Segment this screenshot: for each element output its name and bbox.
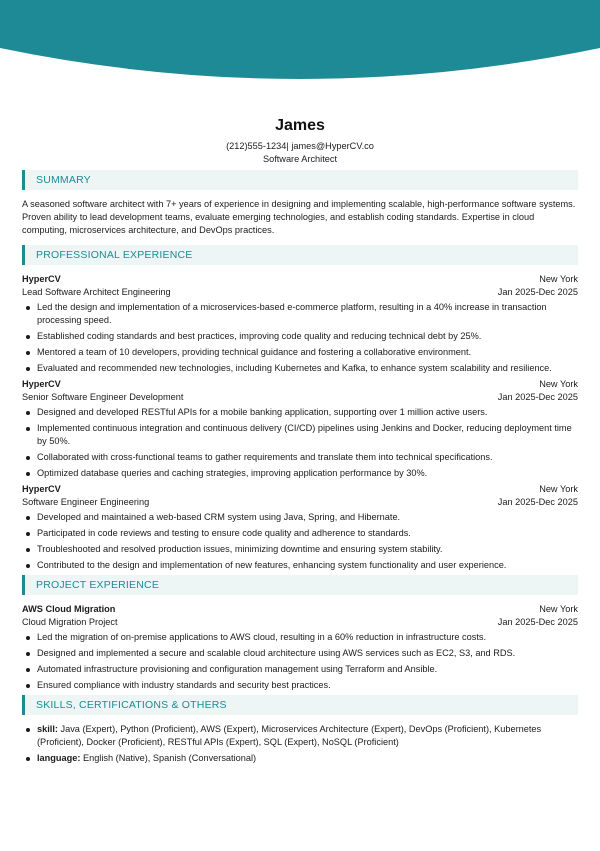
entry-dates: Jan 2025-Dec 2025 <box>497 287 578 297</box>
entry-dates: Jan 2025-Dec 2025 <box>497 392 578 402</box>
bullet-list <box>22 631 578 692</box>
entry-location: New York <box>539 274 578 284</box>
bullet-item: Automated infrastructure provisioning and configuration management using Terraform and Ansible. <box>22 663 578 676</box>
entry-location: New York <box>539 379 578 389</box>
experience-entry <box>22 483 578 572</box>
section-title: SUMMARY <box>36 174 91 186</box>
skills-section <box>22 695 578 765</box>
bullet-item: Collaborated with cross-functional teams to gather requirements and translate them into technical specifications. <box>22 451 578 464</box>
phone-number: (212)555-1234 <box>226 141 287 151</box>
contact-line <box>0 140 600 153</box>
entry-header <box>22 603 578 616</box>
bullet-item: Designed and implemented a secure and scalable cloud architecture using AWS services such as EC2, S3, and RDS. <box>22 647 578 660</box>
bullet-item: Mentored a team of 10 developers, providing technical guidance and fostering a collaborative environment. <box>22 346 578 359</box>
company-name: HyperCV <box>22 274 61 284</box>
language-text: English (Native), Spanish (Conversational) <box>82 753 257 763</box>
entry-role: Cloud Migration Project <box>22 617 118 627</box>
project-entry <box>22 603 578 692</box>
experience-section <box>22 245 578 572</box>
skills-list <box>22 723 578 765</box>
entry-location: New York <box>539 484 578 494</box>
language-label: language: <box>37 753 81 763</box>
company-name: HyperCV <box>22 484 61 494</box>
bullet-item: Optimized database queries and caching strategies, improving application performance by 30%. <box>22 467 578 480</box>
resume-body <box>22 170 578 768</box>
bullet-item: Designed and developed RESTful APIs for a mobile banking application, supporting over 1 million active users. <box>22 406 578 419</box>
entry-subheader <box>22 496 578 509</box>
candidate-name: James <box>275 117 325 134</box>
company-name: HyperCV <box>22 379 61 389</box>
bullet-item: Developed and maintained a web-based CRM system using Java, Spring, and Hibernate. <box>22 511 578 524</box>
bullet-item: Implemented continuous integration and continuous delivery (CI/CD) pipelines using Jenkins and Docker, reducing deployment time by 50%. <box>22 422 578 448</box>
bullet-item: Evaluated and recommended new technologies, including Kubernetes and Kafka, to enhance system scalability and resilience. <box>22 362 578 375</box>
contact-separator: | <box>286 141 289 151</box>
bullet-item: Participated in code reviews and testing to ensure code quality and adherence to standards. <box>22 527 578 540</box>
email-address[interactable]: james@HyperCV.co <box>291 141 374 151</box>
bullet-list <box>22 301 578 375</box>
summary-section <box>22 170 578 237</box>
bullet-item: Led the design and implementation of a microservices-based e-commerce platform, resulting in a 40% increase in transaction processing speed. <box>22 301 578 327</box>
bullet-item: Ensured compliance with industry standards and security best practices. <box>22 679 578 692</box>
entry-role: Software Engineer Engineering <box>22 497 150 507</box>
bullet-list <box>22 511 578 572</box>
projects-section <box>22 575 578 692</box>
entry-role: Senior Software Engineer Development <box>22 392 184 402</box>
entry-header <box>22 378 578 391</box>
bullet-item: Established coding standards and best practices, improving code quality and reducing technical debt by 25%. <box>22 330 578 343</box>
entry-dates: Jan 2025-Dec 2025 <box>497 617 578 627</box>
experience-heading <box>22 245 578 265</box>
bullet-item: Led the migration of on-premise applications to AWS cloud, resulting in a 60% reduction in infrastructure costs. <box>22 631 578 644</box>
entry-subheader <box>22 286 578 299</box>
summary-text: A seasoned software architect with 7+ years of experience in designing and implementing scalable, high-performance software systems. Proven ability to lead development teams, evaluate emerging technologies, and establish coding standards. Expertise in cloud computing, microservices architecture, and DevOps practices. <box>22 199 576 235</box>
bullet-list <box>22 406 578 480</box>
language-item <box>22 752 578 765</box>
entry-subheader <box>22 616 578 629</box>
entry-header <box>22 483 578 496</box>
skill-item <box>22 723 578 749</box>
summary-heading <box>22 170 578 190</box>
section-title: PROFESSIONAL EXPERIENCE <box>36 249 193 261</box>
section-title: SKILLS, CERTIFICATIONS & OTHERS <box>36 699 227 711</box>
job-title: Software Architect <box>262 154 338 164</box>
resume-header <box>0 116 600 166</box>
entry-role: Lead Software Architect Engineering <box>22 287 171 297</box>
bullet-item: Contributed to the design and implementation of new features, enhancing system functionality and user experience. <box>22 559 578 572</box>
project-name: AWS Cloud Migration <box>22 604 116 614</box>
experience-entry <box>22 273 578 375</box>
entry-header <box>22 273 578 286</box>
entry-dates: Jan 2025-Dec 2025 <box>497 497 578 507</box>
bullet-item: Troubleshooted and resolved production issues, minimizing downtime and ensuring system stability. <box>22 543 578 556</box>
entry-subheader <box>22 391 578 404</box>
header-wave-decoration <box>0 0 600 84</box>
experience-entry <box>22 378 578 480</box>
projects-heading <box>22 575 578 595</box>
skill-text: Java (Expert), Python (Proficient), AWS (Expert), Microservices Architecture (Expert), DevOps (Proficient), Kubernetes (Proficient), Docker (Proficient), RESTful APIs (Expert), SQL (Expert), NoSQL (Proficient) <box>37 724 542 747</box>
skill-label: skill: <box>37 724 58 734</box>
skills-heading <box>22 695 578 715</box>
section-title: PROJECT EXPERIENCE <box>36 579 160 591</box>
entry-location: New York <box>539 604 578 614</box>
